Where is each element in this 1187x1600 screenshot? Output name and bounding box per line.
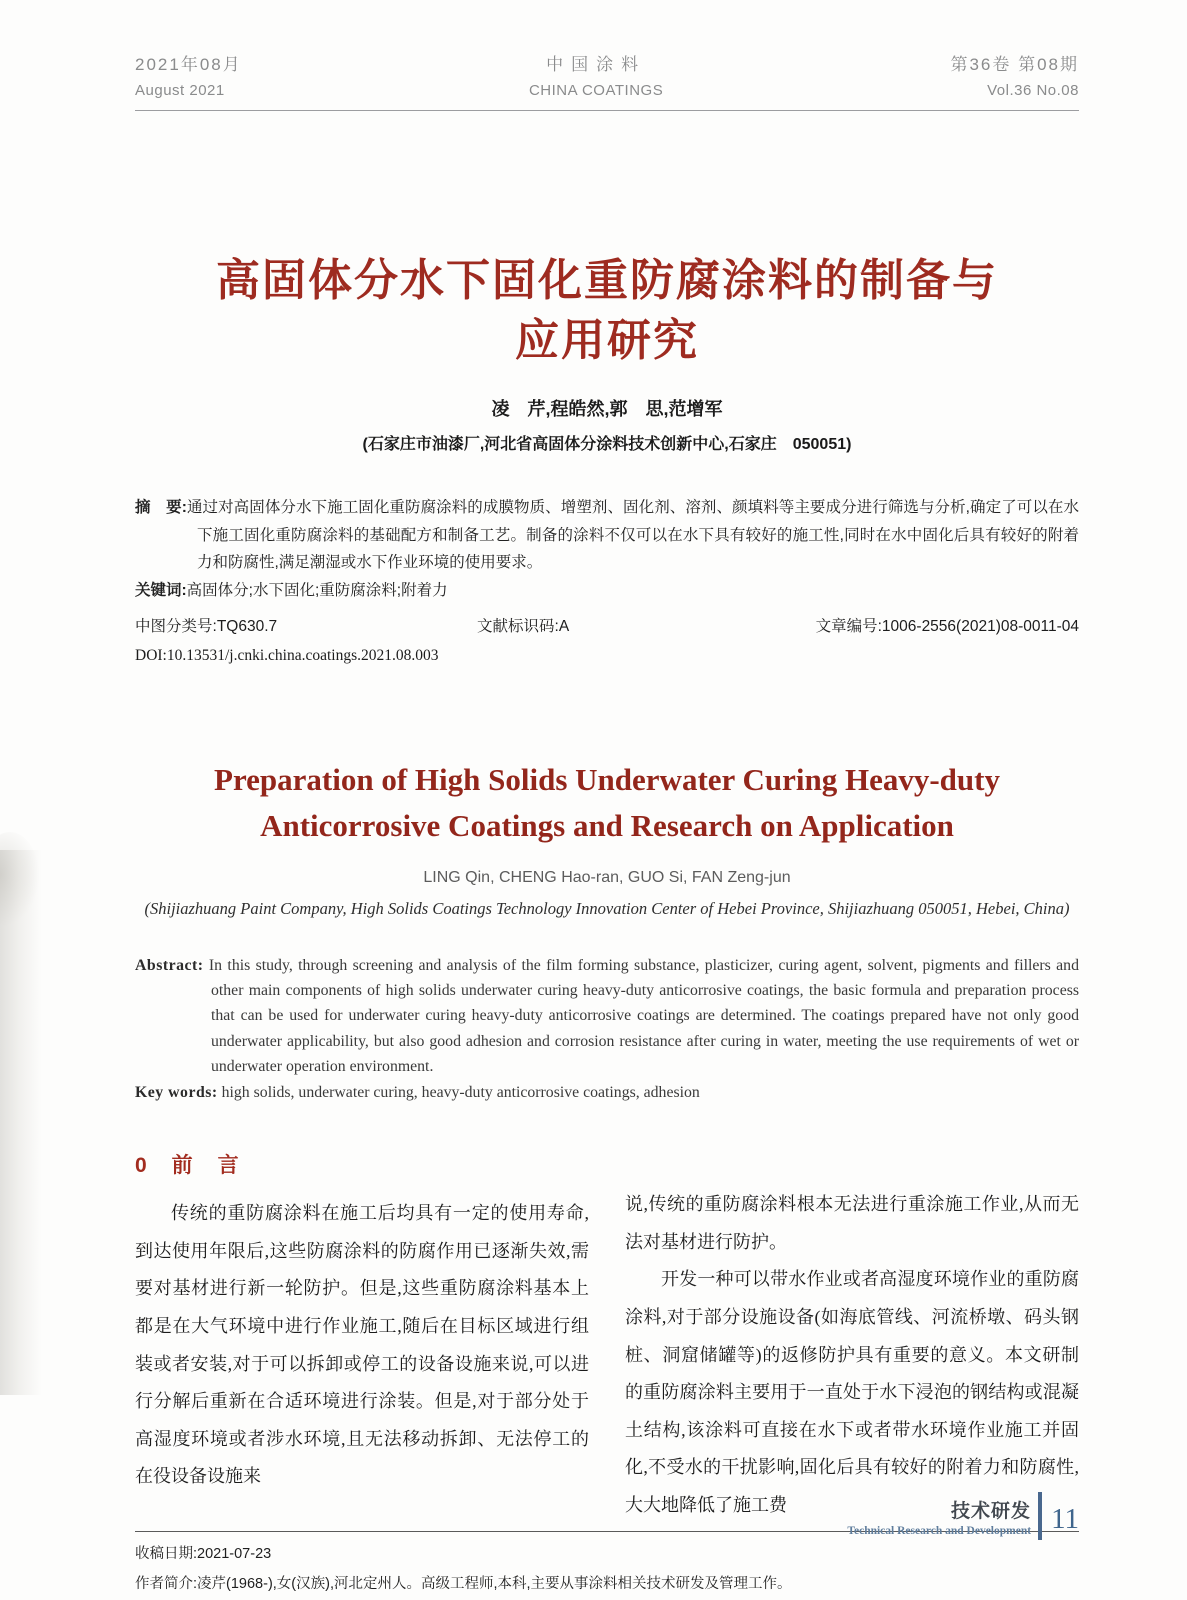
- footnote-block: [135, 1531, 1079, 1599]
- footer-section-cn: 技术研发: [951, 1500, 1032, 1522]
- document-code-value: A: [558, 618, 570, 635]
- journal-name-en: CHINA COATINGS: [528, 82, 664, 99]
- article-title-cn: [135, 251, 1079, 371]
- received-date-line: [135, 1539, 1079, 1569]
- authors-en: LING Qin, CHENG Hao-ran, GUO Si, FAN Zeng-jun: [423, 869, 791, 886]
- article-id-value: 1006-2556(2021)08-0011-04: [881, 618, 1079, 635]
- abstract-en: [135, 953, 1079, 1079]
- journal-name-cn: 中国涂料: [546, 55, 647, 74]
- received-date-label: 收稿日期:: [135, 1545, 198, 1562]
- doi: DOI:10.13531/j.cnki.china.coatings.2021.08.003: [135, 647, 439, 664]
- article-title-cn-line1: 高固体分水下固化重防腐涂料的制备与: [216, 256, 998, 305]
- page-number: 11: [1051, 1502, 1079, 1535]
- body-column-left: [135, 1149, 589, 1524]
- clc-number: [135, 614, 277, 636]
- keywords-en: [135, 1080, 1079, 1105]
- running-head-issue: [950, 52, 1079, 104]
- issue-date-cn: 2021年08月: [135, 55, 242, 74]
- keywords-label-cn: 关键词:: [135, 581, 187, 599]
- classification-row: [135, 614, 1079, 638]
- abstract-text-cn: 通过对高固体分水下施工固化重防腐涂料的成膜物质、增塑剂、固化剂、溶剂、颜填料等主要成分进行筛选与分析,确定了可以在水下施工固化重防腐涂料的基础配方和制备工艺。制备的涂料不仅可以在水下具有较好的施工性,同时在水中固化后具有较好的附着力和防腐性,满足潮湿或水下作业环境的使用要求。: [186, 499, 1079, 571]
- body-paragraph: 开发一种可以带水作业或者高湿度环境作业的重防腐涂料,对于部分设施设备(如海底管线、河流桥墩、码头钢桩、洞窟储罐等)的返修防护具有重要的意义。本文研制的重防腐涂料主要用于一直处于水下浸泡的钢结构或混凝土结构,该涂料可直接在水下或者带水环境作业施工并固化,不受水的干扰影响,固化后具有较好的附着力和防腐性,大大地降低了施工费: [625, 1269, 1079, 1515]
- keywords-cn: [135, 577, 1079, 605]
- abstract-cn: [135, 494, 1079, 577]
- body-paragraph: 传统的重防腐涂料在施工后均具有一定的使用寿命,到达使用年限后,这些防腐涂料的防腐作用已逐渐失效,需要对基材进行新一轮防护。但是,这些重防腐涂料基本上都是在大气环境中进行作业施工,随后在目标区域进行组装或者安装,对于可以拆卸或停工的设备设施来说,可以进行分解后重新在合适环境进行涂装。但是,对于部分处于高湿度环境或者涉水环境,且无法移动拆卸、无法停工的在役设备设施来: [135, 1203, 589, 1487]
- clc-label: 中图分类号:: [135, 618, 217, 635]
- article-title-en: [135, 757, 1079, 849]
- article-title-cn-line2: 应用研究: [515, 316, 699, 365]
- document-code: [477, 614, 569, 636]
- body-columns: [135, 1149, 1079, 1524]
- footer-section-en: Technical Research and Development: [847, 1524, 1032, 1537]
- body-column-right: [625, 1149, 1079, 1524]
- keywords-text-en: high solids, underwater curing, heavy-duty anticorrosive coatings, adhesion: [221, 1084, 700, 1102]
- running-head-date: [135, 52, 242, 104]
- scan-artifact-shadow: [0, 850, 42, 1395]
- authors-cn: 凌 芹,程皓然,郭 思,范增军: [491, 399, 723, 419]
- article-id: [816, 614, 1079, 636]
- clc-value: TQ630.7: [216, 618, 278, 635]
- author-bio-line: [135, 1569, 1079, 1599]
- article-title-en-line2: Anticorrosive Coatings and Research on Application: [260, 808, 954, 843]
- volume-issue-en: Vol.36 No.08: [987, 82, 1079, 99]
- abstract-block-cn: [135, 494, 1079, 604]
- page-content: [135, 0, 1079, 1599]
- header-rule: [135, 110, 1079, 111]
- article-id-label: 文章编号:: [815, 618, 882, 635]
- abstract-label-en: Abstract:: [135, 957, 204, 974]
- footer-divider-bar: [1038, 1492, 1042, 1540]
- page-footer: [847, 1492, 1079, 1540]
- document-code-label: 文献标识码:: [477, 618, 559, 635]
- body-paragraph: 说,传统的重防腐涂料根本无法进行重涂施工作业,从而无法对基材进行防护。: [625, 1194, 1079, 1252]
- column-spacer: [625, 1149, 1079, 1186]
- abstract-block-en: [135, 953, 1079, 1105]
- running-head: [135, 0, 1079, 104]
- abstract-label-cn: 摘 要:: [135, 499, 187, 516]
- affiliation-en: (Shijiazhuang Paint Company, High Solids Coatings Technology Innovation Center of Hebei Province, Shijiazhuang 050051, Hebei, China): [144, 899, 1070, 918]
- volume-issue-cn: 第36卷 第08期: [950, 55, 1079, 74]
- issue-date-en: August 2021: [135, 82, 225, 99]
- running-head-journal: [529, 52, 663, 104]
- affiliation-cn: (石家庄市油漆厂,河北省高固体分涂料技术创新中心,石家庄 050051): [362, 436, 852, 453]
- author-bio-label: 作者简介:: [135, 1575, 198, 1592]
- article-title-en-line1: Preparation of High Solids Underwater Curing Heavy-duty: [214, 762, 1000, 797]
- footer-section: [847, 1496, 1031, 1537]
- section-heading-0: 0 前 言: [135, 1154, 241, 1178]
- keywords-label-en: Key words:: [135, 1084, 218, 1102]
- author-bio-value: 凌芹(1968-),女(汉族),河北定州人。高级工程师,本科,主要从事涂料相关技术研发及管理工作。: [197, 1575, 792, 1592]
- abstract-text-en: In this study, through screening and analysis of the film forming substance, plasticizer, curing agent, solvent, pigments and fillers and other main components of high solids underwater curing heavy-duty anticorrosive coatings, the basic formula and preparation process that can be used for underwater curing heavy-duty anticorrosive coatings are determined. The coatings prepared have not only good underwater applicability, but also good adhesion and corrosion resistance after curing in water, meeting the use requirements of wet or underwater operation environment.: [208, 957, 1079, 1075]
- received-date-value: 2021-07-23: [197, 1545, 272, 1562]
- keywords-text-cn: 高固体分;水下固化;重防腐涂料;附着力: [186, 581, 448, 599]
